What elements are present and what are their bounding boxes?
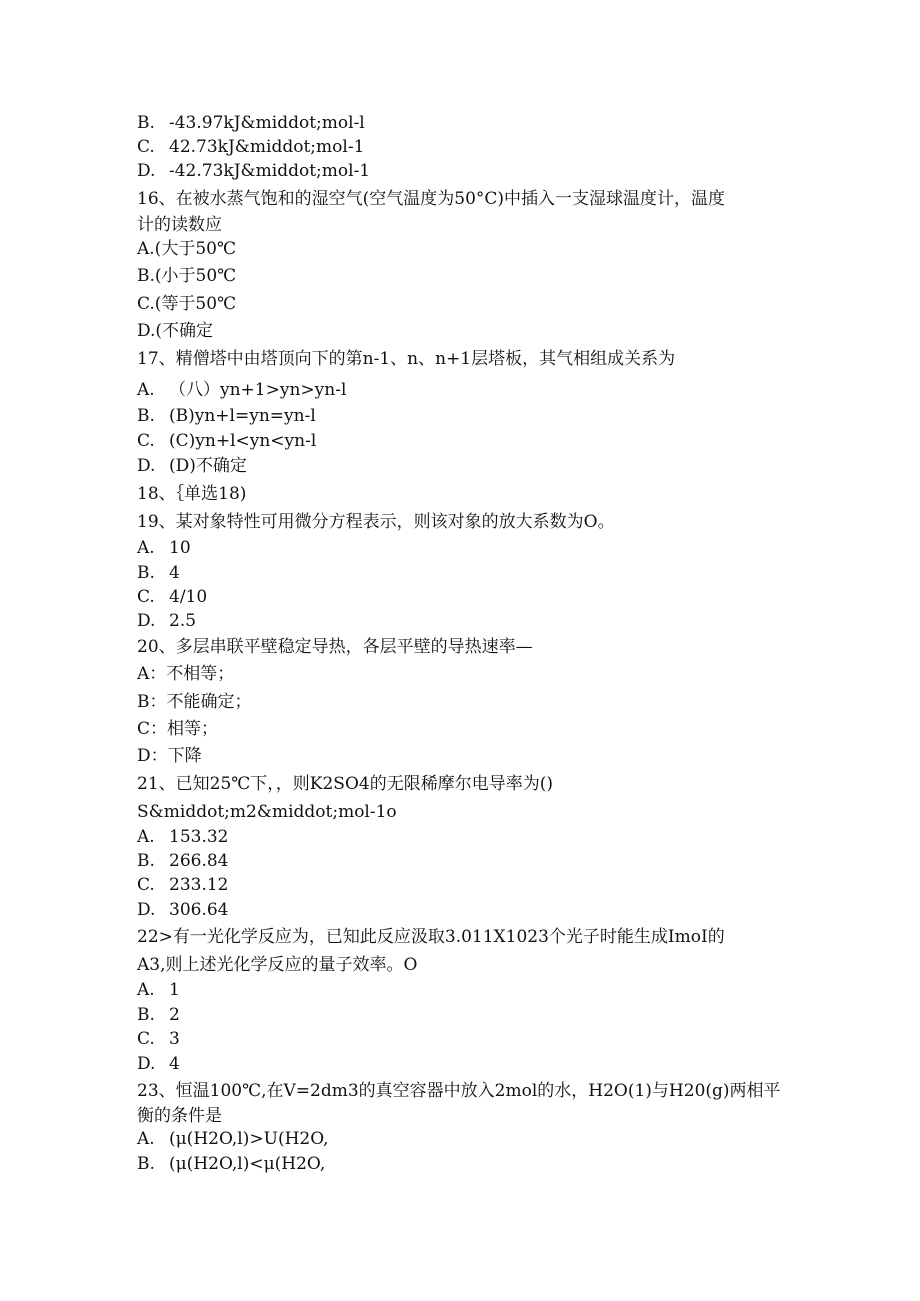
text-line — [137, 561, 180, 585]
question-text — [137, 1104, 222, 1128]
option-label: B. — [137, 113, 155, 133]
option-label: D. — [137, 900, 156, 920]
line-text: (μ(H2O,l)<μ(H2O, — [169, 1154, 326, 1174]
option-label: B. — [137, 563, 155, 583]
line-text: 10 — [169, 538, 191, 558]
line-text: 2 — [169, 1005, 180, 1025]
text-line — [137, 237, 236, 261]
option-label: D. — [137, 1054, 156, 1074]
line-text: (μ(H2O,l)>U(H2O, — [169, 1129, 329, 1149]
line-text: 3 — [169, 1029, 180, 1049]
text-line — [137, 585, 207, 609]
line-text: 22>有一光化学反应为，已知此反应汲取3.011X1023个光子时能生成ImoI的 — [137, 927, 725, 947]
line-text: 2.5 — [169, 611, 197, 631]
option-label: A. — [137, 1129, 155, 1149]
question-text — [137, 482, 246, 506]
option-label: A. — [137, 538, 155, 558]
line-text: 1 — [169, 980, 180, 1000]
question-text — [137, 347, 675, 371]
text-line — [137, 690, 252, 714]
text-line — [137, 744, 202, 768]
line-text: (D)不确定 — [169, 456, 247, 476]
text-line — [137, 135, 364, 159]
question-text — [137, 925, 725, 949]
line-text: 4/10 — [169, 587, 208, 607]
line-text: 42.73kJ&middot;mol-1 — [169, 137, 365, 157]
text-line — [137, 404, 316, 428]
option-label: C. — [137, 587, 155, 607]
line-text: 20、多层串联平壁稳定导热，各层平壁的导热速率— — [137, 637, 533, 657]
line-text: 17、精僧塔中由塔顶向下的第n-1、n、n+1层塔板，其气相组成关系为 — [137, 349, 676, 369]
text-line — [137, 662, 234, 686]
text-line — [137, 1003, 180, 1027]
text-line — [137, 1127, 329, 1151]
line-text: -42.73kJ&middot;mol-1 — [169, 161, 371, 181]
line-text: (B)yn+l=yn=yn-l — [169, 406, 316, 426]
text-line — [137, 111, 365, 135]
text-line — [137, 825, 228, 849]
line-text: D：下降 — [137, 746, 202, 766]
line-text: 18、｛单选18) — [137, 484, 247, 504]
question-text — [137, 953, 417, 977]
line-text: B：不能确定； — [137, 692, 252, 712]
line-text: 16、在被水蒸气饱和的湿空气(空气温度为50°C)中插入一支湿球温度计，温度 — [137, 189, 726, 209]
text-line — [137, 609, 196, 633]
text-line — [137, 1052, 180, 1076]
line-text: 19、某对象特性可用微分方程表示，则该对象的放大系数为O。 — [137, 512, 615, 532]
line-text: （八）yn+1>yn>yn-l — [169, 380, 347, 400]
option-label: C. — [137, 431, 155, 451]
line-text: -43.97kJ&middot;mol-l — [169, 113, 365, 133]
text-line — [137, 429, 316, 453]
text-line — [137, 849, 228, 873]
text-line — [137, 898, 228, 922]
line-text: 233.12 — [169, 875, 229, 895]
text-line — [137, 873, 228, 897]
line-text: D.(不确定 — [137, 321, 214, 341]
text-line — [137, 292, 236, 316]
text-line — [137, 1027, 180, 1051]
option-label: B. — [137, 851, 155, 871]
option-label: D. — [137, 611, 156, 631]
option-label: B. — [137, 1154, 155, 1174]
option-label: D. — [137, 456, 156, 476]
text-line — [137, 800, 397, 824]
question-text — [137, 187, 725, 211]
line-text: A3,则上述光化学反应的量子效率。O — [137, 955, 418, 975]
line-text: 23、恒温100℃,在V=2dm3的真空容器中放入2mol的水，H2O(1)与H20(g)两相平 — [137, 1081, 781, 1101]
text-line — [137, 978, 180, 1002]
question-text — [137, 635, 533, 659]
text-line — [137, 378, 346, 402]
line-text: 4 — [169, 1054, 180, 1074]
option-label: C. — [137, 875, 155, 895]
line-text: 153.32 — [169, 827, 229, 847]
line-text: A.(大于50℃ — [137, 239, 236, 259]
option-label: A. — [137, 827, 155, 847]
option-label: D. — [137, 161, 156, 181]
text-line — [137, 717, 218, 741]
line-text: A：不相等； — [137, 664, 235, 684]
line-text: C.(等于50℃ — [137, 294, 237, 314]
line-text: 21、已知25℃下，，则K2SO4的无限稀摩尔电导率为() — [137, 774, 553, 794]
text-line — [137, 319, 213, 343]
option-label: B. — [137, 1005, 155, 1025]
question-text — [137, 772, 553, 796]
question-text — [137, 1079, 781, 1103]
line-text: 计的读数应 — [137, 215, 222, 235]
option-label: C. — [137, 1029, 155, 1049]
question-text — [137, 213, 222, 237]
line-text: B.(小于50℃ — [137, 266, 237, 286]
option-label: C. — [137, 137, 155, 157]
line-text: 4 — [169, 563, 180, 583]
option-label: A. — [137, 980, 155, 1000]
line-text: 衡的条件是 — [137, 1106, 222, 1126]
text-line — [137, 159, 370, 183]
line-text: S&middot;m2&middot;mol-1o — [137, 802, 397, 822]
line-text: 306.64 — [169, 900, 229, 920]
text-line — [137, 1152, 325, 1176]
line-text: (C)yn+l<yn<yn-l — [169, 431, 317, 451]
question-text — [137, 510, 615, 534]
option-label: B. — [137, 406, 155, 426]
line-text: C：相等； — [137, 719, 219, 739]
line-text: 266.84 — [169, 851, 229, 871]
text-line — [137, 454, 247, 478]
text-line — [137, 536, 191, 560]
option-label: A. — [137, 380, 155, 400]
text-line — [137, 264, 236, 288]
